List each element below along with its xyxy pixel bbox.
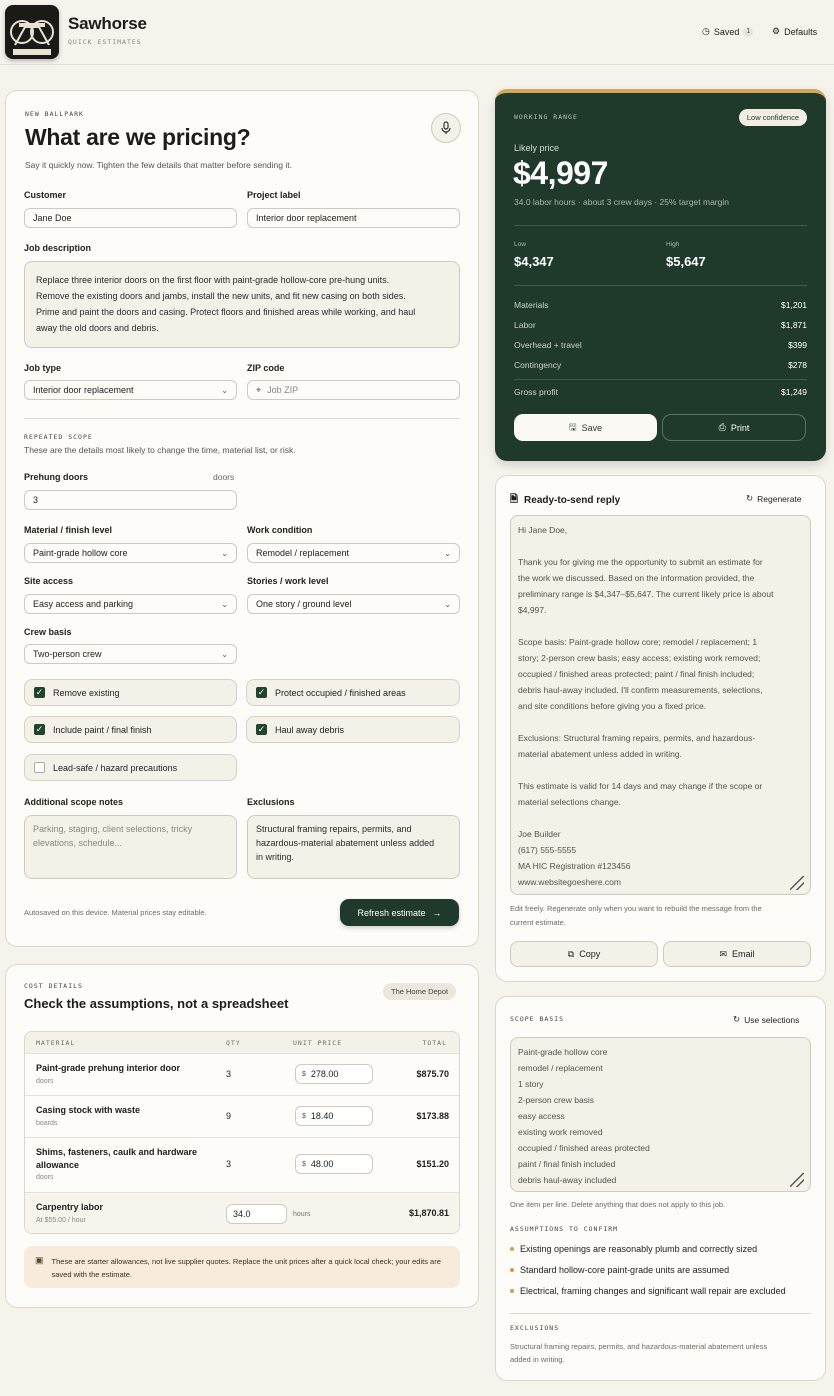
checkbox-lead-safe[interactable]: Lead-safe / hazard precautions xyxy=(24,754,237,781)
unit-price-input[interactable]: $ 278.00 xyxy=(295,1064,373,1084)
breakdown-row: Labor $1,871 xyxy=(514,320,807,330)
checkmark-icon: ✓ xyxy=(257,687,266,697)
refresh-icon: ↻ xyxy=(733,1014,741,1024)
sawhorse-logo[interactable] xyxy=(5,5,59,59)
ballpark-eyebrow: NEW BALLPARK xyxy=(25,110,84,118)
confidence-badge: Low confidence xyxy=(739,109,807,126)
exclusions-textarea[interactable]: Structural framing repairs, permits, and hazardous-material abatement unless added in writing. xyxy=(247,815,460,879)
sliders-icon: ⚙ xyxy=(772,26,781,36)
print-button[interactable]: ⎙ Print xyxy=(662,414,806,441)
row-total: $875.70 xyxy=(416,1069,449,1079)
prehung-label: Prehung doors xyxy=(24,472,89,482)
regenerate-button[interactable]: ↻ Regenerate xyxy=(746,493,802,504)
chevron-down-icon: ⌄ xyxy=(221,549,228,558)
condition-label: Work condition xyxy=(247,525,313,535)
table-header xyxy=(25,1032,460,1053)
chevron-down-icon: ⌄ xyxy=(221,650,228,659)
description-label: Job description xyxy=(24,243,92,253)
cost-title: Check the assumptions, not a spreadsheet xyxy=(24,996,289,1011)
condition-select[interactable]: Remodel / replacement ⌄ xyxy=(247,543,460,563)
copy-icon: ⧉ xyxy=(567,948,575,959)
row-unit: doors xyxy=(36,1174,54,1181)
app-title: Sawhorse xyxy=(68,14,147,33)
scope-hint: One item per line. Delete anything that does not apply to this job. xyxy=(510,1200,726,1209)
mail-icon: ✉ xyxy=(719,948,728,959)
page-subtitle: Say it quickly now. Tighten the few details that matter before sending it. xyxy=(25,160,292,170)
save-button[interactable]: 🖫 Save xyxy=(514,414,657,441)
chevron-down-icon: ⌄ xyxy=(221,600,228,609)
assumptions-eyebrow: ASSUMPTIONS TO CONFIRM xyxy=(510,1225,619,1233)
app-header xyxy=(0,0,834,65)
use-selections-button[interactable]: ↻ Use selections xyxy=(733,1014,800,1025)
bullet-icon xyxy=(510,1289,514,1293)
labor-total: $1,870.81 xyxy=(408,1208,449,1218)
site-select[interactable]: Easy access and parking ⌄ xyxy=(24,594,237,614)
stories-select[interactable]: One story / ground level ⌄ xyxy=(247,594,460,614)
resize-handle-icon[interactable] xyxy=(790,876,804,890)
gross-profit-row: Gross profit $1,249 xyxy=(514,387,807,397)
scope-lines-textarea[interactable]: Paint-grade hollow core remodel / replacement 1 story 2-person crew basis easy access existing work removed occupied / finished areas protected paint / final finish included debris haul-away included xyxy=(510,1037,811,1192)
allowance-note: ▣ These are starter allowances, not live supplier quotes. Replace the unit prices after a quick local check; your edits are saved with the estimate. xyxy=(24,1246,460,1288)
checkbox-haul-away[interactable]: ✓ Haul away debris xyxy=(246,716,460,743)
checkmark-icon: ✓ xyxy=(35,687,44,697)
unit-price-input[interactable]: $ 18.40 xyxy=(295,1106,373,1126)
likely-price: $4,997 xyxy=(513,155,608,191)
saved-count-badge: 1 xyxy=(743,27,753,37)
save-icon: 🖫 xyxy=(568,421,577,432)
table-row xyxy=(25,1053,460,1095)
material-label: Material / finish level xyxy=(24,525,113,535)
chevron-down-icon: ⌄ xyxy=(444,600,451,609)
page-title: What are we pricing? xyxy=(25,124,251,150)
row-material-name: Shims, fasteners, caulk and hardware allowance xyxy=(36,1147,198,1170)
divider xyxy=(514,225,807,226)
job-type-label: Job type xyxy=(24,363,62,373)
refresh-icon: ↻ xyxy=(746,493,754,503)
row-qty: 3 xyxy=(226,1069,232,1079)
refresh-estimate-button[interactable]: Refresh estimate → xyxy=(340,899,459,926)
crew-label: Crew basis xyxy=(24,627,72,637)
defaults-button[interactable]: ⚙ Defaults xyxy=(772,26,818,37)
cost-eyebrow: COST DETAILS xyxy=(24,982,83,990)
column-material: MATERIAL xyxy=(36,1039,76,1047)
saved-button[interactable]: ◷ Saved 1 xyxy=(702,26,753,37)
hours-unit: hours xyxy=(293,1211,311,1218)
labor-hours-input[interactable]: 34.0 xyxy=(226,1204,287,1224)
crew-select[interactable]: Two-person crew ⌄ xyxy=(24,644,237,664)
materials-table xyxy=(24,1031,460,1234)
row-unit: boards xyxy=(36,1120,58,1127)
repeated-scope-subtitle: These are the details most likely to change the time, material list, or risk. xyxy=(24,445,296,455)
row-unit: doors xyxy=(36,1078,54,1085)
reply-hint: Edit freely. Regenerate only when you want to rebuild the message from the current estimate. xyxy=(510,904,762,927)
exclusions-eyebrow: EXCLUSIONS xyxy=(510,1324,560,1332)
reply-title: 🗎 Ready-to-send reply xyxy=(510,492,620,509)
range-eyebrow: WORKING RANGE xyxy=(514,113,578,121)
location-pin-icon: ⌖ xyxy=(256,384,262,395)
list-item: Standard hollow-core paint-grade units are assumed xyxy=(510,1265,729,1275)
document-icon: 🗎 xyxy=(510,494,519,505)
resize-handle-icon[interactable] xyxy=(790,1173,804,1187)
site-label: Site access xyxy=(24,576,74,586)
row-material-name: Casing stock with waste xyxy=(36,1105,141,1115)
checkbox-include-paint[interactable]: ✓ Include paint / final finish xyxy=(24,716,237,743)
bullet-icon xyxy=(510,1268,514,1272)
table-row xyxy=(25,1095,460,1137)
stories-label: Stories / work level xyxy=(247,576,329,586)
prehung-unit: doors xyxy=(213,472,235,482)
low-label: Low xyxy=(514,241,526,248)
labor-rate: At $55.00 / hour xyxy=(36,1217,86,1224)
breakdown-row: Materials $1,201 xyxy=(514,300,807,310)
voice-input-button[interactable] xyxy=(431,113,461,143)
list-item: Existing openings are reasonably plumb and correctly sized xyxy=(510,1244,757,1254)
checkmark-icon: ✓ xyxy=(35,724,44,734)
copy-button[interactable]: ⧉ Copy xyxy=(510,941,658,967)
autosave-note: Autosaved on this device. Material prices stay editable. xyxy=(24,908,207,917)
row-qty: 3 xyxy=(226,1159,232,1169)
divider xyxy=(510,1313,811,1314)
low-value: $4,347 xyxy=(514,254,554,269)
repeated-scope-eyebrow: REPEATED SCOPE xyxy=(24,433,93,441)
bullet-icon xyxy=(510,1247,514,1251)
microphone-icon xyxy=(440,121,452,135)
chevron-down-icon: ⌄ xyxy=(221,386,228,395)
breakdown-row: Contingency $278 xyxy=(514,360,807,370)
customer-input[interactable]: Jane Doe xyxy=(24,208,237,228)
email-button[interactable]: ✉ Email xyxy=(663,941,811,967)
clock-icon: ◷ xyxy=(702,26,710,36)
printer-icon: ⎙ xyxy=(718,422,726,432)
exclusions-label: Exclusions xyxy=(247,797,295,807)
job-type-select[interactable]: Interior door replacement ⌄ xyxy=(24,380,237,400)
project-label: Project label xyxy=(247,190,301,200)
notes-label: Additional scope notes xyxy=(24,797,124,807)
likely-label: Likely price xyxy=(514,143,560,153)
job-description-textarea[interactable]: Replace three interior doors on the first floor with paint-grade hollow-core pre-hung units. Remove the existing doors and jambs, install the new units, and fit new casing on both sides. Prime and paint the doors and casing. Protect floors and finished areas while working, and haul away the old doors and debris. xyxy=(24,261,460,348)
zip-label: ZIP code xyxy=(247,363,285,373)
unit-price-input[interactable]: $ 48.00 xyxy=(295,1154,373,1174)
row-total: $173.88 xyxy=(416,1111,449,1121)
divider xyxy=(514,285,807,286)
high-label: High xyxy=(666,241,680,248)
chevron-down-icon: ⌄ xyxy=(444,549,451,558)
column-qty: QTY xyxy=(226,1039,241,1047)
project-input[interactable]: Interior door replacement xyxy=(247,208,460,228)
prehung-input[interactable]: 3 xyxy=(24,490,237,510)
range-detail: 34.0 labor hours · about 3 crew days · 25% target margin xyxy=(514,197,729,207)
exclusions-text: Structural framing repairs, permits, and hazardous-material abatement unless added in writing. xyxy=(510,1342,768,1364)
notes-textarea[interactable]: Parking, staging, client selections, tricky elevations, schedule... xyxy=(24,815,237,879)
labor-row xyxy=(25,1192,460,1234)
arrow-right-icon: → xyxy=(432,907,442,918)
labor-name: Carpentry labor xyxy=(36,1202,104,1212)
app-subtitle: QUICK ESTIMATES xyxy=(68,38,142,46)
high-value: $5,647 xyxy=(666,254,706,269)
divider xyxy=(24,418,460,419)
working-range-card xyxy=(495,89,826,461)
material-select[interactable]: Paint-grade hollow core ⌄ xyxy=(24,543,237,563)
zip-input[interactable]: ⌖ Job ZIP xyxy=(247,380,460,400)
row-qty: 9 xyxy=(226,1111,232,1121)
checkbox-protect-areas[interactable]: ✓ Protect occupied / finished areas xyxy=(246,679,460,706)
package-icon: ▣ xyxy=(35,1255,44,1265)
supplier-badge[interactable]: The Home Depot xyxy=(383,983,456,1000)
row-total: $151.20 xyxy=(416,1159,449,1169)
empty-checkbox-icon xyxy=(34,762,45,773)
checkmark-icon: ✓ xyxy=(257,724,266,734)
breakdown-row: Overhead + travel $399 xyxy=(514,340,807,350)
column-unit-price: UNIT PRICE xyxy=(293,1039,343,1047)
customer-label: Customer xyxy=(24,190,67,200)
table-row xyxy=(25,1137,460,1192)
divider xyxy=(514,379,807,380)
row-material-name: Paint-grade prehung interior door xyxy=(36,1063,181,1073)
reply-textarea[interactable]: Hi Jane Doe, Thank you for giving me the opportunity to submit an estimate for the work we discussed. Based on the information provided, the preliminary range is $4,347–$5,647. The current likely price is about $4,997. Scope basis: Paint-grade hollow core; remodel / replacement; 1 story; 2-person crew basis; easy access; existing work removed; occupied / finished areas protected; paint / final finish included; debris haul-away included. I'll confirm measurements, selections, and site conditions before giving you a fixed price. Exclusions: Structural framing repairs, permits, and hazardous- material abatement unless added in writing. This estimate is valid for 14 days and may change if the scope or material selections change. Joe Builder (617) 555-5555 MA HIC Registration #123456 www.websitegoeshere.com xyxy=(510,515,811,895)
scope-eyebrow: SCOPE BASIS xyxy=(510,1015,565,1023)
column-total: TOTAL xyxy=(422,1039,447,1047)
checkbox-remove-existing[interactable]: ✓ Remove existing xyxy=(24,679,237,706)
list-item: Electrical, framing changes and significant wall repair are excluded xyxy=(510,1286,786,1296)
